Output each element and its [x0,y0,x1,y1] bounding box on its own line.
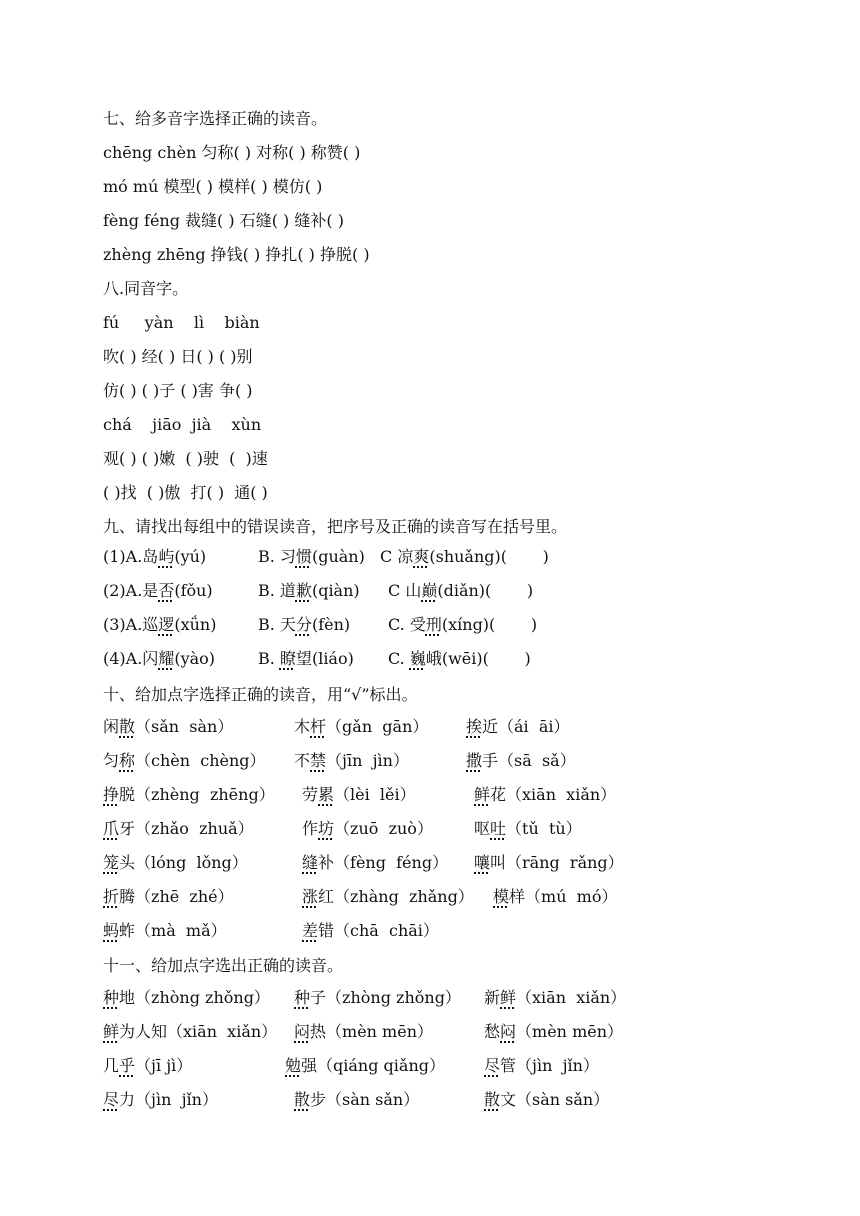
section-11-title: 十一、给加点字选出正确的读音。 [103,956,344,975]
s10-item: 鲜花（xiān xiǎn） [474,785,617,804]
s7-line-3: fèng féng 裁缝( ) 石缝( ) 缝补( ) [103,211,344,230]
s11-item: 尽管（jìn jǐn） [484,1056,599,1075]
s9-option-b: B. 瞭望(liáo) [258,649,354,668]
s10-item: 挣脱（zhèng zhēng） [103,785,275,804]
s10-item: 折腾（zhē zhé） [103,887,234,906]
s9-option-b: B. 习惯(guàn) [258,547,365,566]
s10-item: 劳累（lèi lěi） [302,785,416,804]
s9-option-a: (2)A.是否(fǒu) [103,581,213,600]
s8-pinyin-2: chá jiāo jià xùn [103,415,262,434]
s9-option-c: C. 巍峨(wēi)( ) [388,649,531,668]
s11-item: 新鲜（xiān xiǎn） [484,988,627,1007]
s8-line-6: ( )找 ( )傲 打( ) 通( ) [103,483,268,502]
s11-item: 种地（zhòng zhǒng） [103,988,270,1007]
s8-line-5: 观( ) ( )嫩 ( )驶 ( )速 [103,449,268,468]
s10-item: 涨红（zhàng zhǎng） [302,887,474,906]
s10-item: 笼头（lóng lǒng） [103,853,248,872]
s8-line-3: 仿( ) ( )子 ( )害 争( ) [103,381,253,400]
s11-item: 愁闷（mèn mēn） [484,1022,624,1041]
s11-item: 尽力（jìn jǐn） [103,1090,218,1109]
s10-item: 差错（chā chāi） [302,921,439,940]
s10-item: 缝补（fèng féng） [302,853,449,872]
s9-option-a: (3)A.巡逻(xǘn) [103,615,217,634]
s8-pinyin-1: fú yàn lì biàn [103,313,260,332]
s11-item: 种子（zhòng zhǒng） [294,988,461,1007]
s10-item: 爪牙（zhǎo zhuǎ） [103,819,254,838]
s7-line-4: zhèng zhēng 挣钱( ) 挣扎( ) 挣脱( ) [103,245,370,264]
s7-line-2: mó mú 模型( ) 模样( ) 模仿( ) [103,177,323,196]
s10-item: 作坊（zuō zuò） [302,819,433,838]
s10-item: 模样（mú mó） [493,887,618,906]
s11-item: 勉强（qiáng qiǎng） [285,1056,445,1075]
section-7-title: 七、给多音字选择正确的读音。 [103,109,328,128]
s11-item: 闷热（mèn mēn） [294,1022,433,1041]
s9-option-a: (4)A.闪耀(yào) [103,649,216,668]
section-10-title: 十、给加点字选择正确的读音，用“√”标出。 [103,685,418,704]
s9-option-b: B. 天分(fèn) [258,615,351,634]
s10-item: 匀称（chèn chèng） [103,751,266,770]
section-9-title: 九、请找出每组中的错误读音，把序号及正确的读音写在括号里。 [103,517,568,536]
s9-option-c: C 山巅(diǎn)( ) [388,581,534,600]
s10-item: 木杆（gǎn gān） [294,717,429,736]
s11-item: 鲜为人知（xiān xiǎn） [103,1022,278,1041]
s9-option-a: (1)A.岛屿(yú) [103,547,207,566]
s11-item: 几乎（jī jì） [103,1056,193,1075]
s8-line-2: 吹( ) 经( ) 日( ) ( )别 [103,347,253,366]
s10-item: 呕吐（tǔ tù） [474,819,582,838]
s10-item: 撒手（sā sǎ） [466,751,576,770]
s10-item: 闲散（sǎn sàn） [103,717,234,736]
s9-option-c: C. 受刑(xíng)( ) [388,615,538,634]
s11-item: 散文（sàn sǎn） [484,1090,610,1109]
s10-item: 挨近（ái āi） [466,717,570,736]
s10-item: 蚂蚱（mà mǎ） [103,921,227,940]
s9-option-b: B. 道歉(qiàn) [258,581,360,600]
s7-line-1: chēng chèn 匀称( ) 对称( ) 称赞( ) [103,143,361,162]
s9-option-c: C 凉爽(shuǎng)( ) [380,547,549,566]
s10-item: 不禁（jīn jìn） [294,751,409,770]
section-8-title: 八.同音字。 [103,279,189,298]
s10-item: 嚷叫（rāng rǎng） [474,853,624,872]
s11-item: 散步（sàn sǎn） [294,1090,420,1109]
